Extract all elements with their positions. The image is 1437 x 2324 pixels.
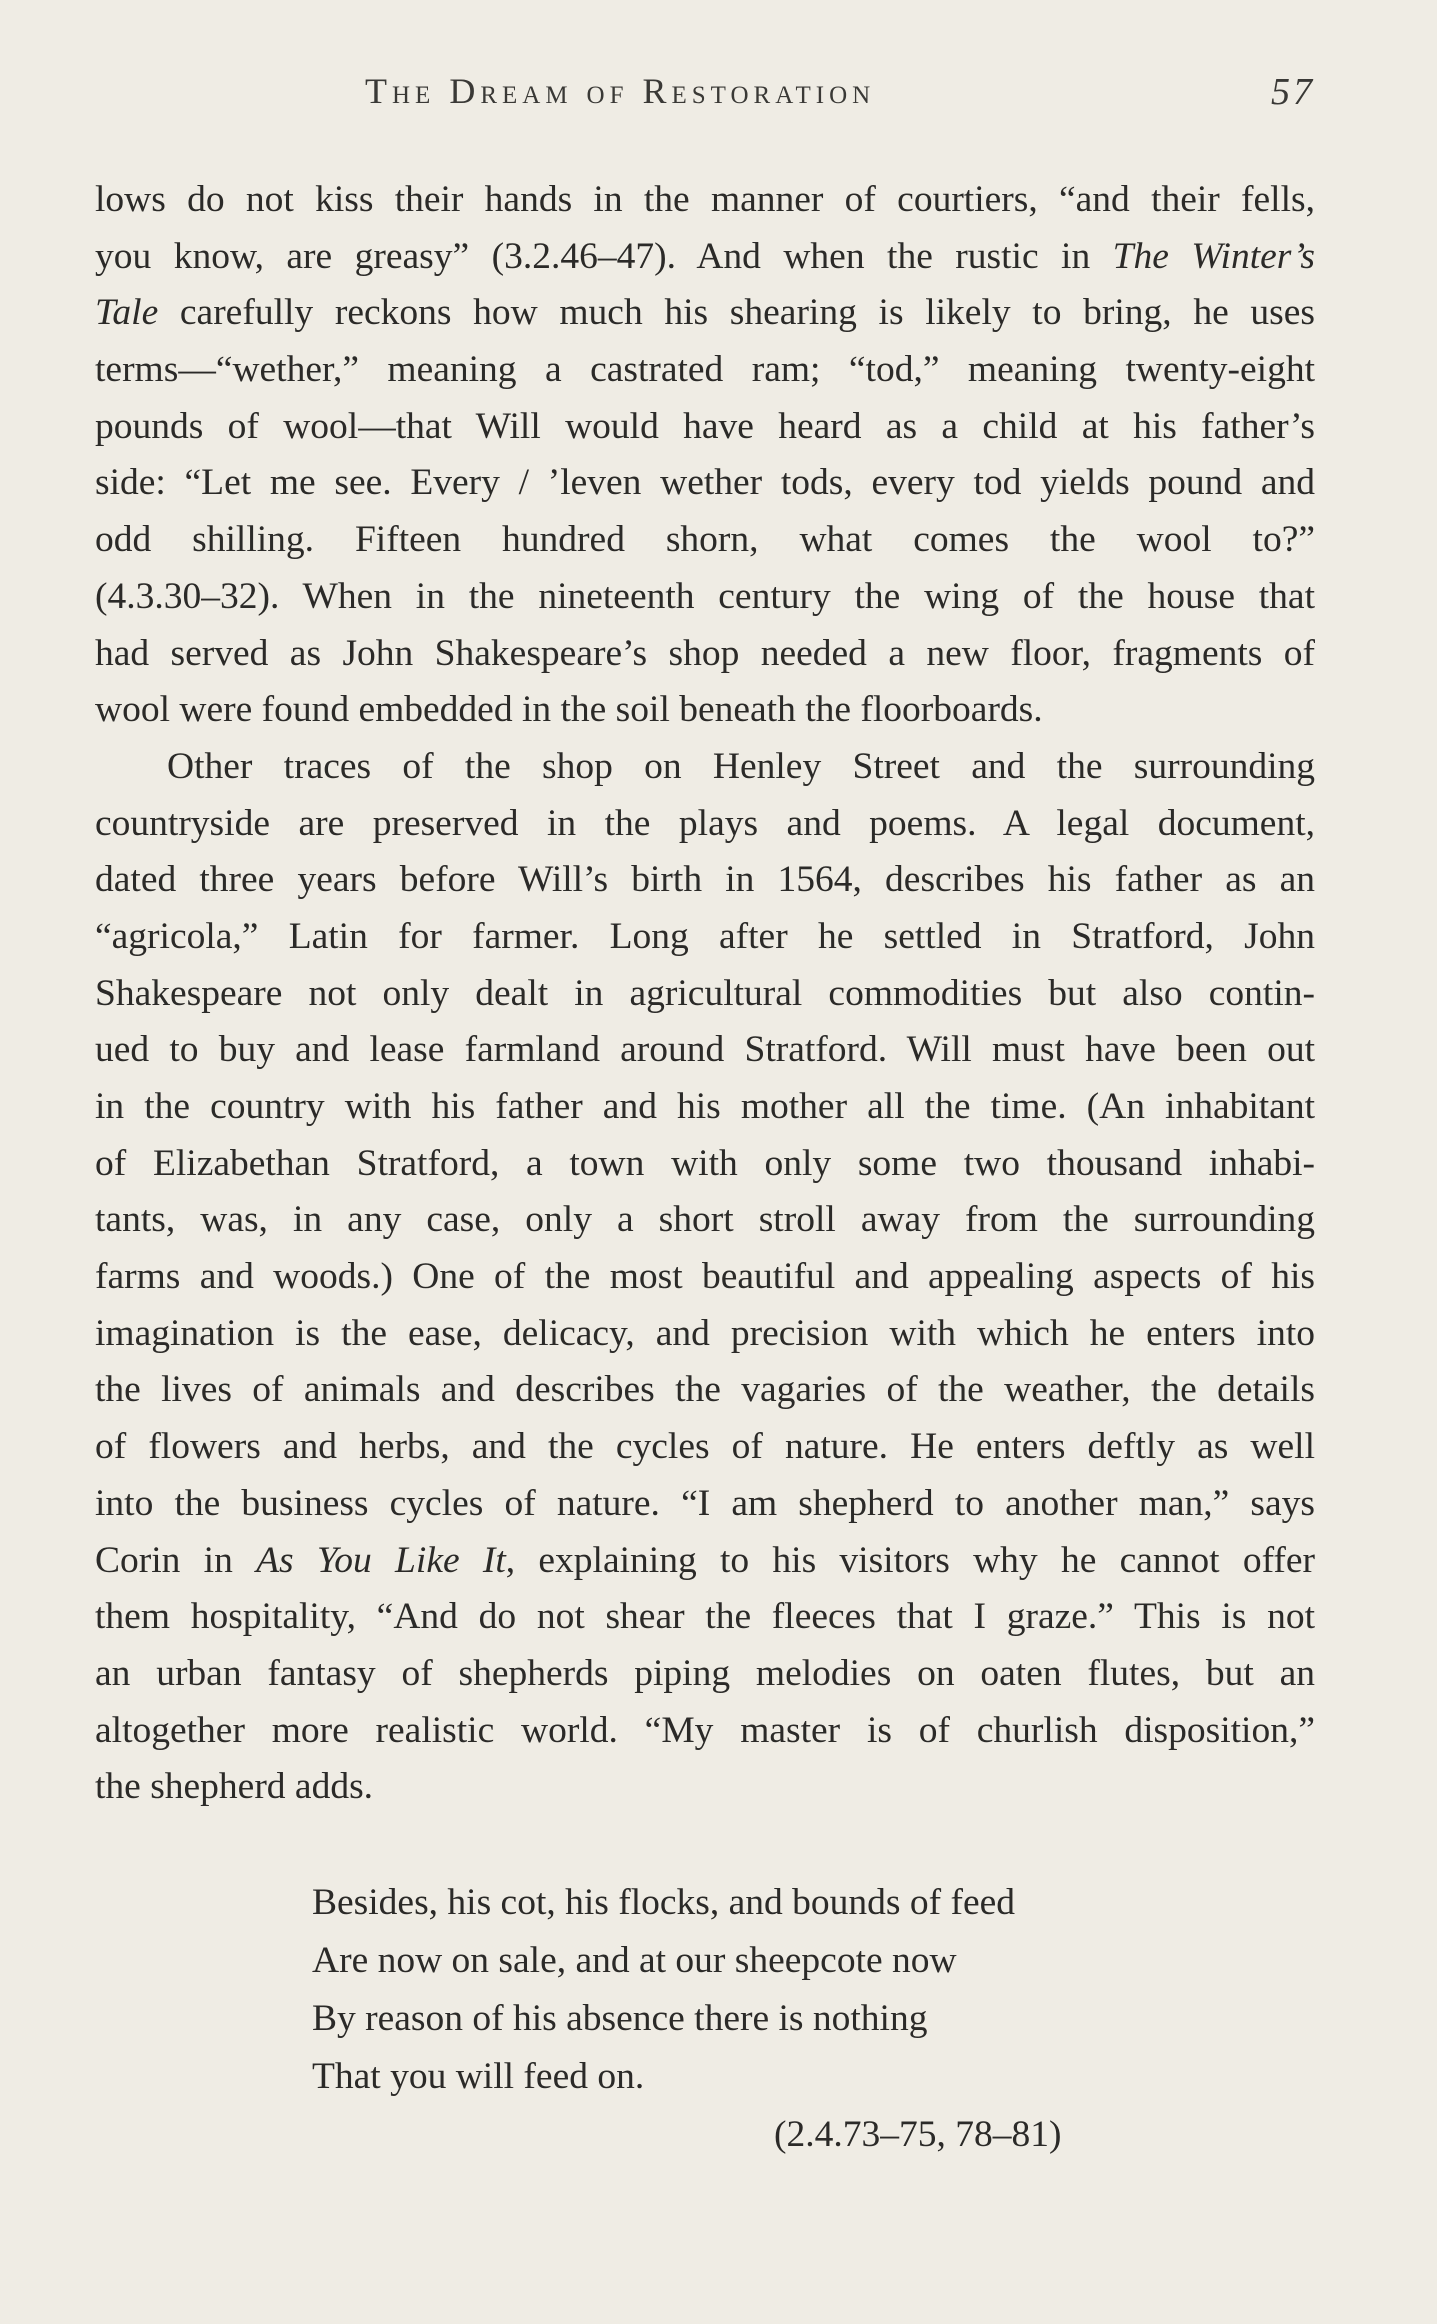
paragraph-2-line: Corin in As You Like It, explaining to his visitors why he cannot offer	[95, 1539, 1315, 1581]
work-title-italic: Tale	[95, 292, 159, 334]
paragraph-2-line: farms and woods.) One of the most beautiful and appealing aspects of his	[95, 1256, 1315, 1298]
verse-quotation	[312, 1874, 1112, 2106]
running-head-title: The Dream of Restoration	[365, 71, 876, 111]
paragraph-1-line: side: “Let me see. Every / ’leven wether tods, every tod yields pound and	[95, 462, 1315, 504]
verse-line: Are now on sale, and at our sheepcote now	[312, 1940, 957, 1981]
body-text	[95, 172, 1315, 1816]
paragraph-2-line: “agricola,” Latin for farmer. Long after he settled in Stratford, John	[95, 915, 1315, 957]
paragraph-2-line: them hospitality, “And do not shear the fleeces that I graze.” This is not	[95, 1596, 1315, 1638]
paragraph-2-line: tants, was, in any case, only a short stroll away from the surrounding	[95, 1199, 1315, 1241]
verse-line: By reason of his absence there is nothing	[312, 1998, 928, 2039]
verse-citation: (2.4.73–75, 78–81)	[774, 2114, 1062, 2155]
running-head	[95, 70, 1315, 120]
work-title-italic: The Winter’s	[1112, 235, 1315, 277]
page-number: 57	[1271, 71, 1315, 113]
paragraph-2-line: the lives of animals and describes the vagaries of the weather, the details	[95, 1369, 1315, 1411]
paragraph-2-line: the shepherd adds.	[95, 1766, 374, 1808]
paragraph-2-line: ued to buy and lease farmland around Stratford. Will must have been out	[95, 1029, 1315, 1071]
paragraph-2-line: into the business cycles of nature. “I am shepherd to another man,” says	[95, 1482, 1315, 1524]
paragraph-2-line: of Elizabethan Stratford, a town with only some two thousand inhabi-	[95, 1142, 1315, 1184]
paragraph-1-line: pounds of wool—that Will would have heard as a child at his father’s	[95, 405, 1315, 447]
paragraph-1-line: odd shilling. Fifteen hundred shorn, what comes the wool to?”	[95, 519, 1315, 561]
paragraph-2-line: in the country with his father and his mother all the time. (An inhabitant	[95, 1086, 1315, 1127]
paragraph-2-line: Shakespeare not only dealt in agricultural commodities but also contin-	[95, 972, 1315, 1014]
paragraph-1-line: Tale carefully reckons how much his shearing is likely to bring, he uses	[95, 292, 1315, 334]
paragraph-2-line: altogether more realistic world. “My master is of churlish disposition,”	[95, 1709, 1315, 1751]
paragraph-2-line: dated three years before Will’s birth in 1564, describes his father as an	[95, 859, 1315, 901]
verse-line: Besides, his cot, his flocks, and bounds of feed	[312, 1882, 1016, 1923]
paragraph-1-line: you know, are greasy” (3.2.46–47). And when the rustic in The Winter’s	[95, 235, 1315, 277]
paragraph-2-line: an urban fantasy of shepherds piping melodies on oaten flutes, but an	[95, 1652, 1315, 1694]
paragraph-1-line: wool were found embedded in the soil beneath the floorboards.	[95, 689, 1043, 731]
paragraph-2-line: countryside are preserved in the plays and poems. A legal document,	[95, 802, 1315, 844]
work-title-italic: As You Like It	[256, 1539, 506, 1581]
paragraph-2-line: Other traces of the shop on Henley Street and the surrounding	[167, 745, 1315, 787]
paragraph-1-line: (4.3.30–32). When in the nineteenth century the wing of the house that	[95, 575, 1315, 617]
paragraph-1-line: had served as John Shakespeare’s shop needed a new floor, fragments of	[95, 632, 1315, 674]
verse-line: That you will feed on.	[312, 2056, 645, 2097]
paragraph-1-line: terms—“wether,” meaning a castrated ram; “tod,” meaning twenty-eight	[95, 349, 1315, 391]
paragraph-2-line: of flowers and herbs, and the cycles of nature. He enters deftly as well	[95, 1426, 1315, 1468]
paragraph-2-line: imagination is the ease, delicacy, and precision with which he enters into	[95, 1312, 1315, 1354]
paragraph-1-line: lows do not kiss their hands in the manner of courtiers, “and their fells,	[95, 179, 1315, 220]
